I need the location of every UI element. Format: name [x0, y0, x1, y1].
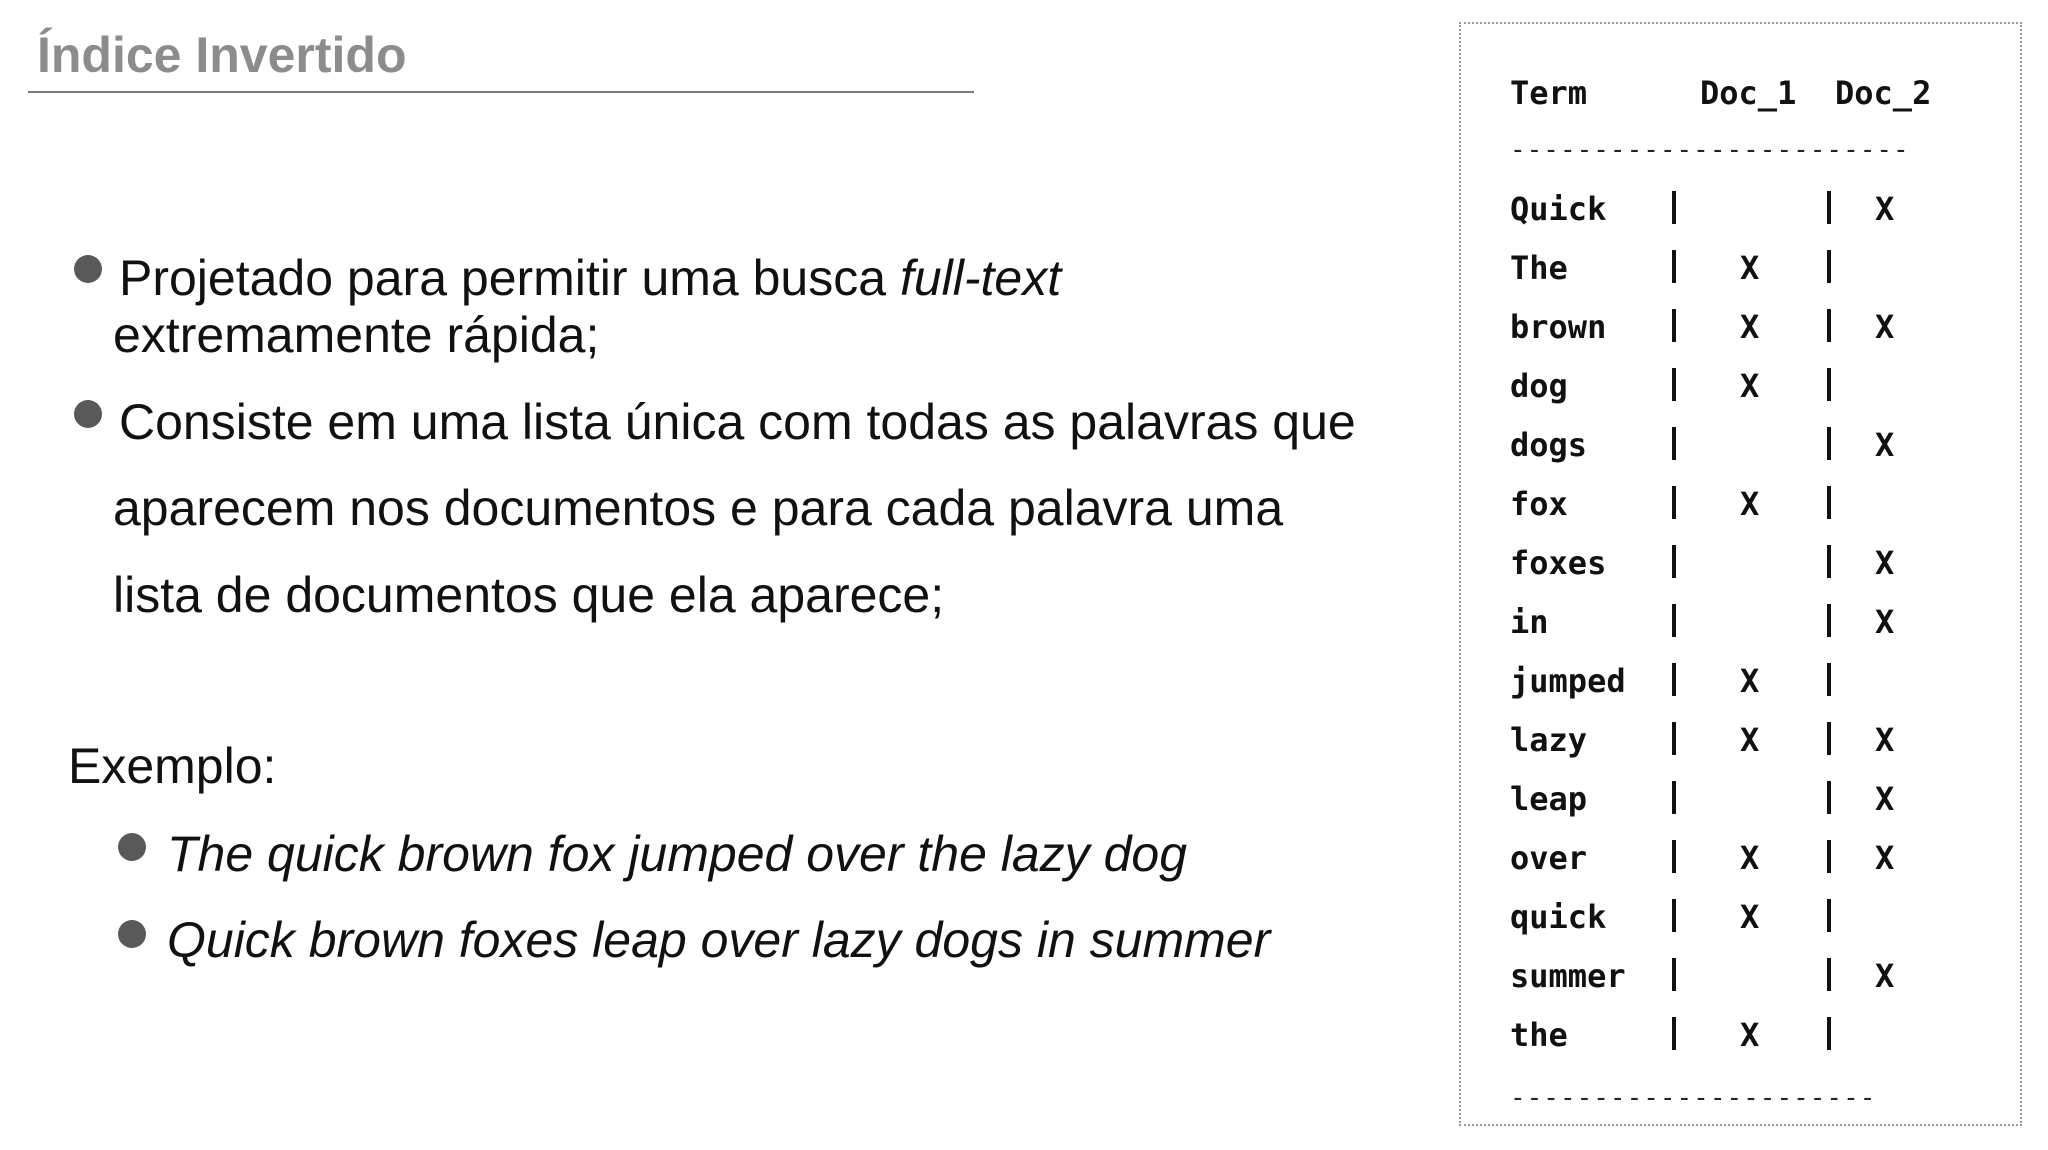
column-divider: [1827, 427, 1831, 460]
term-cell: brown: [1510, 308, 1607, 346]
footer-separator: ----------------------: [1510, 1083, 1877, 1113]
column-divider: [1827, 545, 1831, 578]
doc2-mark: X: [1875, 190, 1895, 228]
example-item-1: The quick brown fox jumped over the lazy dog: [167, 826, 1187, 882]
term-cell: foxes: [1510, 544, 1607, 582]
doc1-mark: X: [1740, 839, 1760, 877]
header-separator: ------------------------: [1510, 135, 1910, 165]
doc2-mark: X: [1875, 780, 1895, 818]
column-divider: [1672, 191, 1676, 224]
term-cell: over: [1510, 839, 1588, 877]
term-cell: fox: [1510, 485, 1568, 523]
bullet-1-text: Projetado para permitir uma busca: [119, 250, 900, 306]
column-divider: [1672, 250, 1676, 283]
term-cell: jumped: [1510, 662, 1626, 700]
term-cell: dog: [1510, 367, 1568, 405]
bullet-1-line-2: extremamente rápida;: [113, 307, 600, 363]
doc2-mark: X: [1875, 957, 1895, 995]
column-header-doc1: Doc_1: [1700, 74, 1797, 112]
doc1-mark: X: [1740, 367, 1760, 405]
term-cell: Quick: [1510, 190, 1607, 228]
column-divider: [1672, 309, 1676, 342]
doc2-mark: X: [1875, 426, 1895, 464]
term-cell: The: [1510, 249, 1568, 287]
column-divider: [1672, 958, 1676, 991]
bullet-dot: [74, 255, 102, 283]
doc2-mark: X: [1875, 603, 1895, 641]
doc2-mark: X: [1875, 839, 1895, 877]
bullet-2-line-2: aparecem nos documentos e para cada palavra uma: [113, 480, 1284, 536]
column-divider: [1672, 427, 1676, 460]
column-divider: [1827, 368, 1831, 401]
column-divider: [1672, 781, 1676, 814]
doc1-mark: X: [1740, 662, 1760, 700]
column-divider: [1672, 899, 1676, 932]
column-divider: [1672, 486, 1676, 519]
column-divider: [1827, 250, 1831, 283]
doc1-mark: X: [1740, 308, 1760, 346]
column-header-term: Term: [1510, 74, 1588, 112]
term-cell: lazy: [1510, 721, 1588, 759]
doc1-mark: X: [1740, 249, 1760, 287]
sub-bullet-dot: [118, 920, 146, 948]
column-divider: [1827, 1017, 1831, 1050]
term-cell: the: [1510, 1016, 1568, 1054]
term-cell: summer: [1510, 957, 1626, 995]
bullet-1-emphasis: full-text: [899, 250, 1062, 306]
column-divider: [1827, 781, 1831, 814]
column-divider: [1672, 368, 1676, 401]
doc1-mark: X: [1740, 485, 1760, 523]
example-item-2: Quick brown foxes leap over lazy dogs in summer: [167, 912, 1271, 968]
column-divider: [1827, 309, 1831, 342]
column-divider: [1827, 722, 1831, 755]
column-divider: [1827, 486, 1831, 519]
column-divider: [1672, 840, 1676, 873]
term-cell: in: [1510, 603, 1549, 641]
doc1-mark: X: [1740, 721, 1760, 759]
doc2-mark: X: [1875, 544, 1895, 582]
doc1-mark: X: [1740, 1016, 1760, 1054]
column-divider: [1827, 899, 1831, 932]
column-divider: [1827, 663, 1831, 696]
doc2-mark: X: [1875, 308, 1895, 346]
doc1-mark: X: [1740, 898, 1760, 936]
column-divider: [1672, 604, 1676, 637]
example-label: Exemplo:: [68, 738, 277, 794]
bullet-1-line-1: [119, 250, 1062, 306]
column-divider: [1672, 545, 1676, 578]
column-divider: [1672, 663, 1676, 696]
column-divider: [1827, 191, 1831, 224]
column-divider: [1827, 840, 1831, 873]
title-underline: [28, 91, 974, 93]
bullet-2-line-1: Consiste em uma lista única com todas as palavras que: [119, 394, 1356, 450]
bullet-dot: [74, 400, 102, 428]
bullet-2-line-3: lista de documentos que ela aparece;: [113, 567, 945, 623]
term-cell: quick: [1510, 898, 1607, 936]
sub-bullet-dot: [118, 833, 146, 861]
term-cell: leap: [1510, 780, 1588, 818]
slide-title: Índice Invertido: [37, 27, 407, 83]
column-header-doc2: Doc_2: [1835, 74, 1932, 112]
column-divider: [1672, 722, 1676, 755]
term-cell: dogs: [1510, 426, 1588, 464]
column-divider: [1672, 1017, 1676, 1050]
column-divider: [1827, 604, 1831, 637]
doc2-mark: X: [1875, 721, 1895, 759]
column-divider: [1827, 958, 1831, 991]
